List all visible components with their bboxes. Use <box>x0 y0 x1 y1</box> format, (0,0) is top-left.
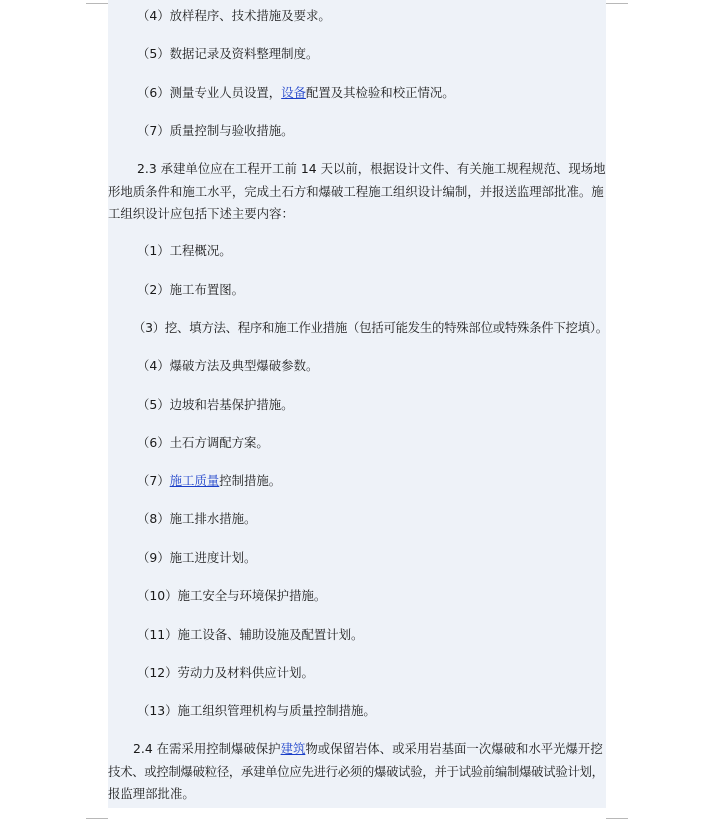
paragraph-2-4-line <box>133 740 603 758</box>
list-item-text: （7） <box>137 473 170 488</box>
list-item: （6）土石方调配方案。 <box>137 435 269 450</box>
list-item: （12）劳动力及材料供应计划。 <box>137 665 314 680</box>
paragraph-2-4-line: 技术、或控制爆破粒径，承建单位应先进行必须的爆破试验，并于试验前编制爆破试验计划， <box>108 764 604 779</box>
list-item: （2）施工布置图。 <box>137 282 245 297</box>
list-item <box>137 84 455 102</box>
paragraph-2-3-line: 工组织设计应包括下述主要内容： <box>108 206 294 221</box>
equipment-link[interactable]: 设备 <box>281 85 306 100</box>
list-item: （9）施工进度计划。 <box>137 550 257 565</box>
corner-mark-top-right <box>606 3 628 4</box>
list-item: （4）爆破方法及典型爆破参数。 <box>137 358 319 373</box>
paragraph-2-4-line: 报监理部批准。 <box>108 786 195 801</box>
paragraph-text: 物或保留岩体、或采用岩基面一次爆破和水平光爆开挖 <box>305 741 603 756</box>
list-item: （5）边坡和岩基保护措施。 <box>137 397 294 412</box>
list-item: （13）施工组织管理机构与质量控制措施。 <box>137 703 376 718</box>
list-item: （10）施工安全与环境保护措施。 <box>137 588 327 603</box>
paragraph-text: 2.4 在需采用控制爆破保护 <box>133 741 281 756</box>
list-item: （4）放样程序、技术措施及要求。 <box>137 8 331 23</box>
list-item-text: 配置及其检验和校正情况。 <box>305 85 455 100</box>
list-item: （11）施工设备、辅助设施及配置计划。 <box>137 627 364 642</box>
corner-mark-top-left <box>86 3 108 4</box>
paragraph-2-3-line: 形地质条件和施工水平，完成土石方和爆破工程施工组织设计编制，并报送监理部批准。施 <box>108 184 604 199</box>
list-item: （3）挖、填方法、程序和施工作业措施（包括可能发生的特殊部位或特殊条件下挖填）。 <box>133 320 608 335</box>
paragraph-2-3-line: 2.3 承建单位应在工程开工前 14 天以前，根据设计文件、有关施工规程规范、现场地 <box>137 161 606 176</box>
list-item: （7）质量控制与验收措施。 <box>137 123 294 138</box>
construction-quality-link[interactable]: 施工质量 <box>169 473 220 488</box>
list-item: （8）施工排水措施。 <box>137 511 257 526</box>
list-item-text: 控制措施。 <box>219 473 282 488</box>
list-item-text: （6）测量专业人员设置， <box>137 85 282 100</box>
corner-mark-bottom-left <box>86 818 108 819</box>
list-item: （1）工程概况。 <box>137 243 232 258</box>
building-link[interactable]: 建筑 <box>280 741 306 756</box>
corner-mark-bottom-right <box>606 818 628 819</box>
list-item <box>137 472 281 490</box>
list-item: （5）数据记录及资料整理制度。 <box>137 46 319 61</box>
